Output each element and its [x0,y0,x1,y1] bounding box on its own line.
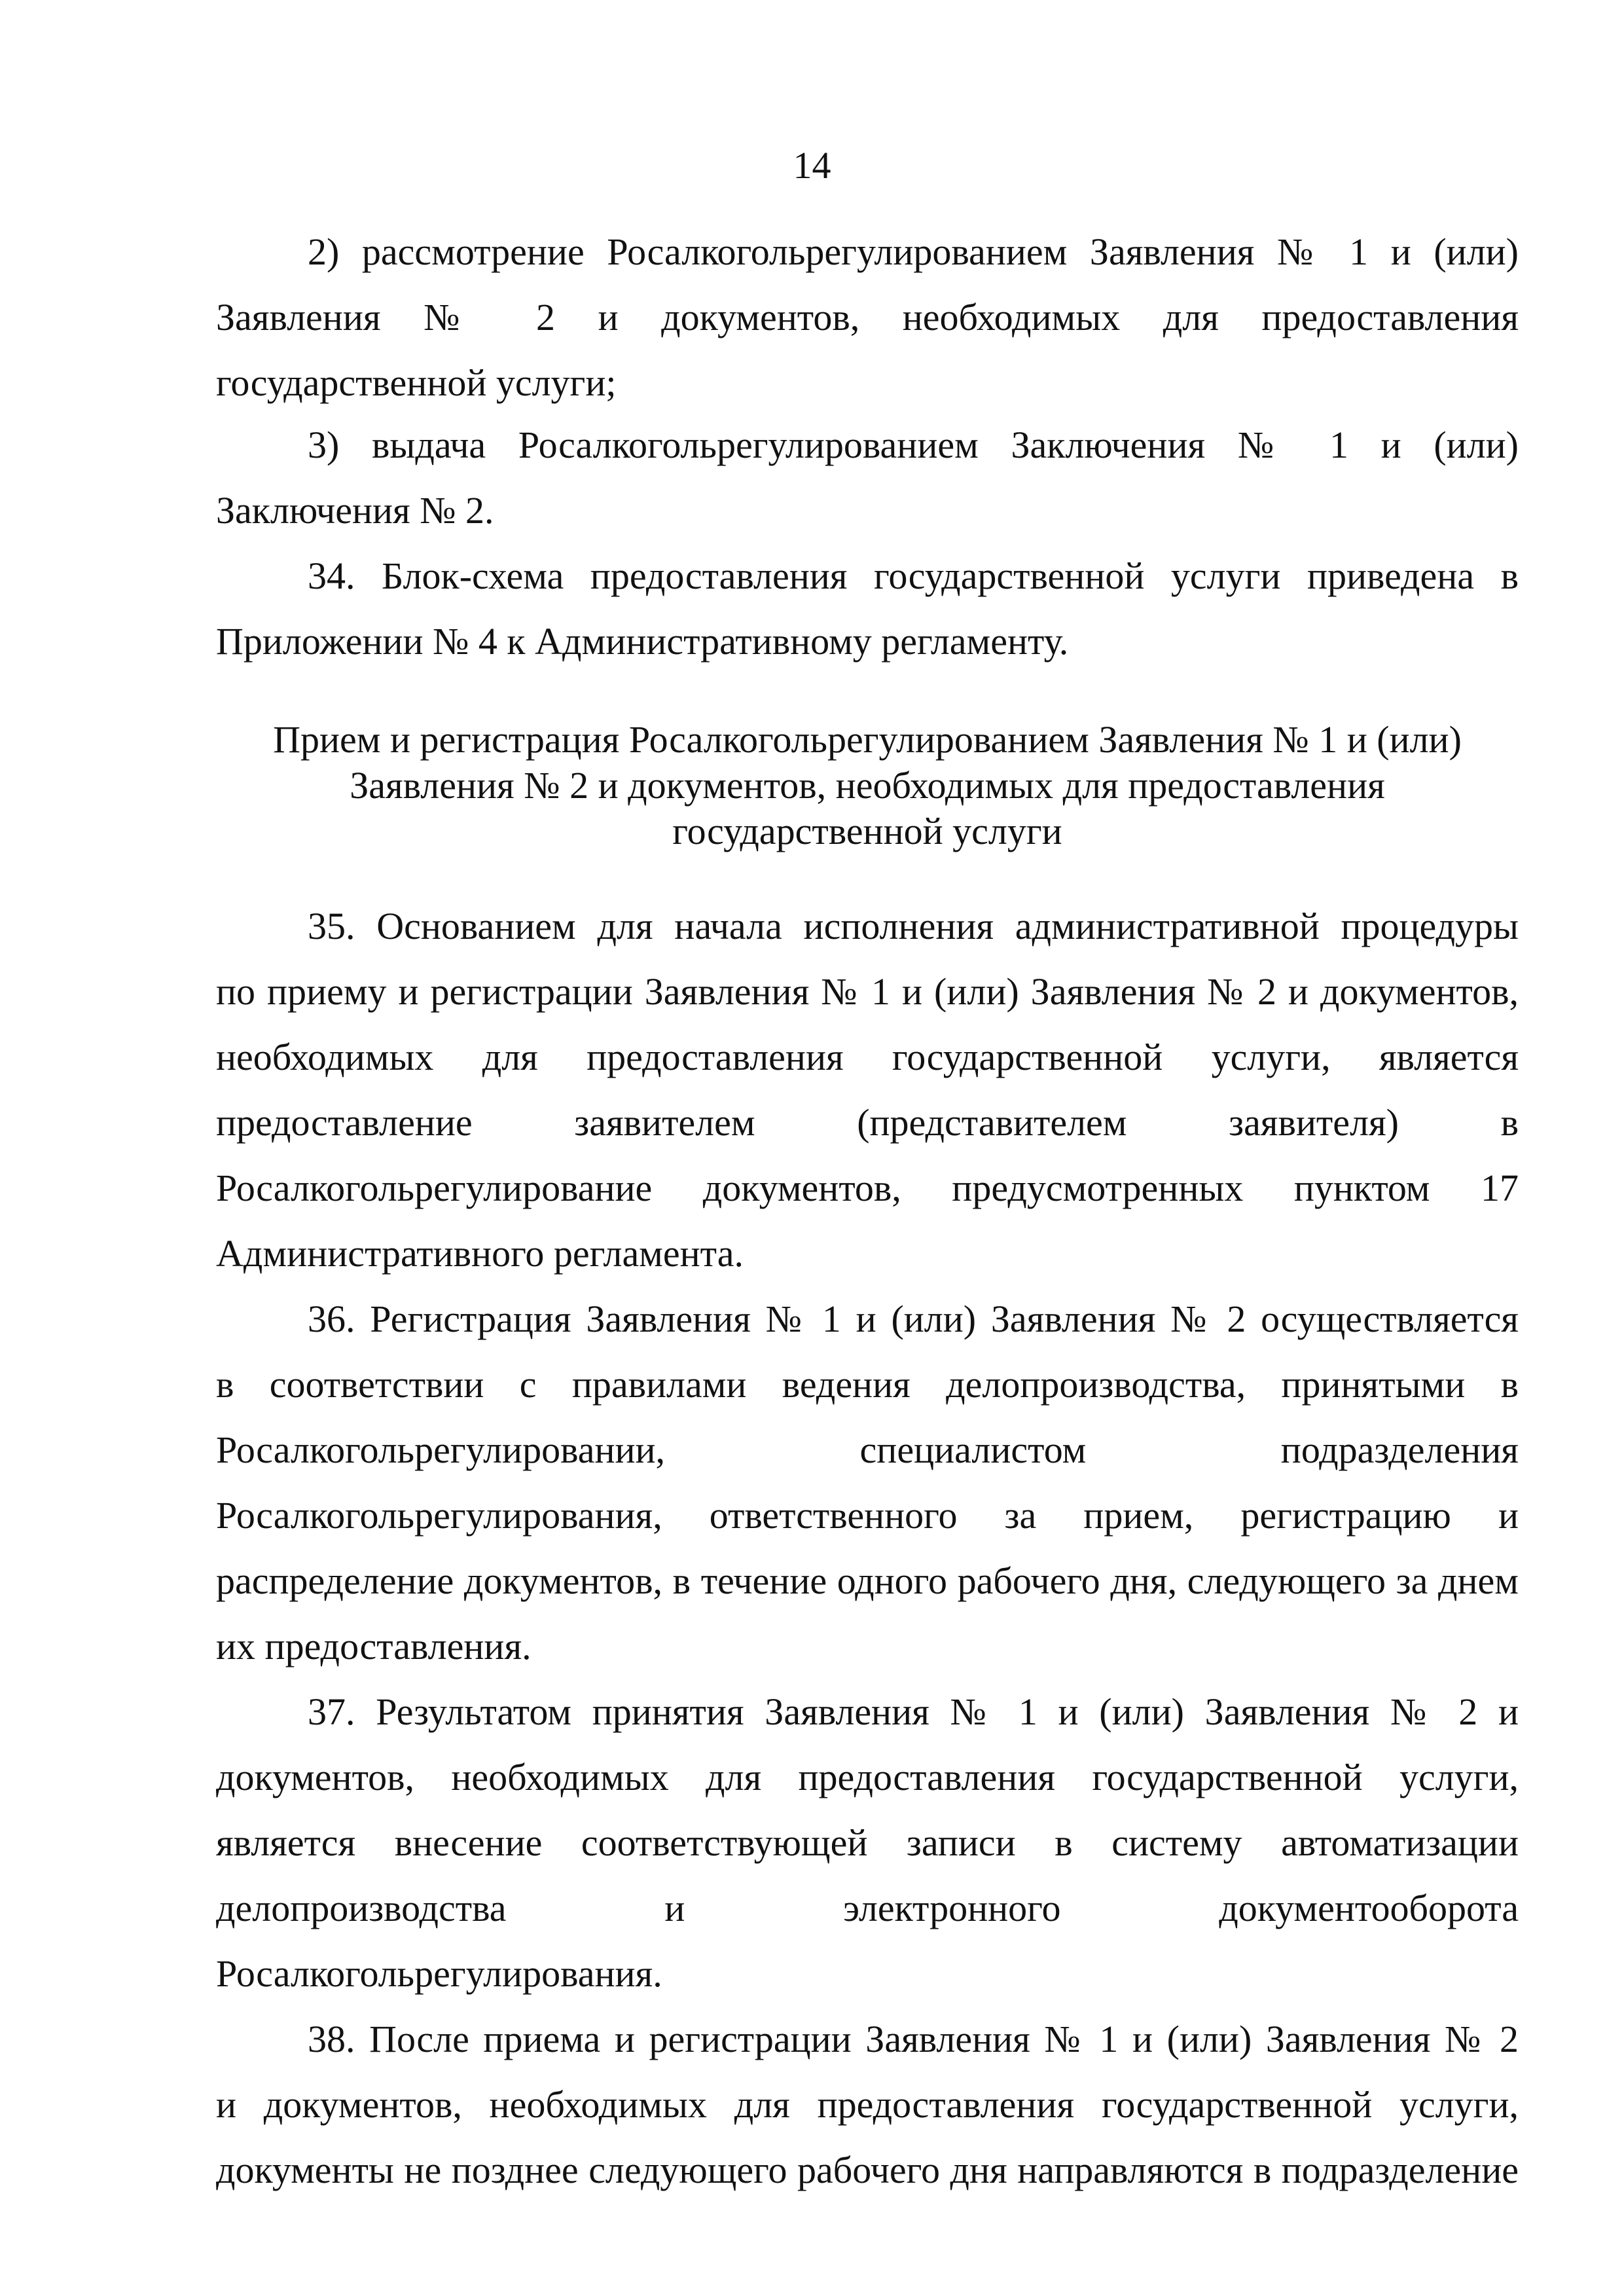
text-line: Приложении № 4 к Административному регламенту. [216,620,1069,663]
section-heading [216,717,1519,854]
text-line: Заключения № 2. [216,489,494,532]
text-line: 2) рассмотрение Росалкогольрегулированием Заявления № 1 и (или) [308,230,1519,273]
paragraph-37 [216,1679,1519,2007]
text-line: государственной услуги; [216,361,617,404]
text-line: Заявления № 2 и документов, необходимых для предоставления [216,296,1519,338]
text-line: делопроизводства и электронного документооборота [216,1887,1519,1929]
text-line: предоставление заявителем (представителем заявителя) в [216,1101,1519,1144]
heading-line: Заявления № 2 и документов, необходимых для предоставления [350,764,1385,807]
text-line: 36. Регистрация Заявления № 1 и (или) Заявления № 2 осуществляется [308,1298,1519,1340]
text-line: Росалкогольрегулировании, специалистом подразделения [216,1429,1519,1471]
text-line: документы не позднее следующего рабочего дня направляются в подразделение [216,2149,1519,2191]
text-line: по приему и регистрации Заявления № 1 и (или) Заявления № 2 и документов, [216,970,1519,1013]
paragraph-38 [216,2007,1519,2203]
text-line: Росалкогольрегулирования, ответственного за прием, регистрацию и [216,1494,1519,1537]
text-line: 38. После приема и регистрации Заявления № 1 и (или) Заявления № 2 [308,2018,1519,2060]
heading-line: Прием и регистрация Росалкогольрегулированием Заявления № 1 и (или) [273,718,1462,761]
page-number: 14 [793,144,831,187]
text-line: необходимых для предоставления государственной услуги, является [216,1036,1519,1078]
text-line: Росалкогольрегулирования. [216,1952,662,1995]
text-line: и документов, необходимых для предоставления государственной услуги, [216,2083,1519,2126]
paragraph-35 [216,894,1519,1286]
text-line: Росалкогольрегулирование документов, предусмотренных пунктом 17 [216,1167,1519,1209]
text-line: 34. Блок-схема предоставления государственной услуги приведена в [308,555,1519,597]
list-item-2 [216,219,1519,416]
text-line: Административного регламента. [216,1232,744,1275]
text-line: 3) выдача Росалкогольрегулированием Заключения № 1 и (или) [308,424,1519,466]
heading-line: государственной услуги [672,810,1062,852]
paragraph-36 [216,1286,1519,1679]
text-line: 37. Результатом принятия Заявления № 1 и (или) Заявления № 2 и [308,1690,1519,1733]
text-line: их предоставления. [216,1625,532,1667]
text-line: в соответствии с правилами ведения делопроизводства, принятыми в [216,1363,1519,1406]
text-line: 35. Основанием для начала исполнения административной процедуры [308,905,1519,947]
list-item-3 [216,412,1519,543]
text-line: документов, необходимых для предоставления государственной услуги, [216,1756,1519,1798]
text-line: является внесение соответствующей записи в систему автоматизации [216,1821,1519,1864]
text-line: распределение документов, в течение одного рабочего дня, следующего за днем [216,1559,1519,1602]
paragraph-34 [216,543,1519,674]
